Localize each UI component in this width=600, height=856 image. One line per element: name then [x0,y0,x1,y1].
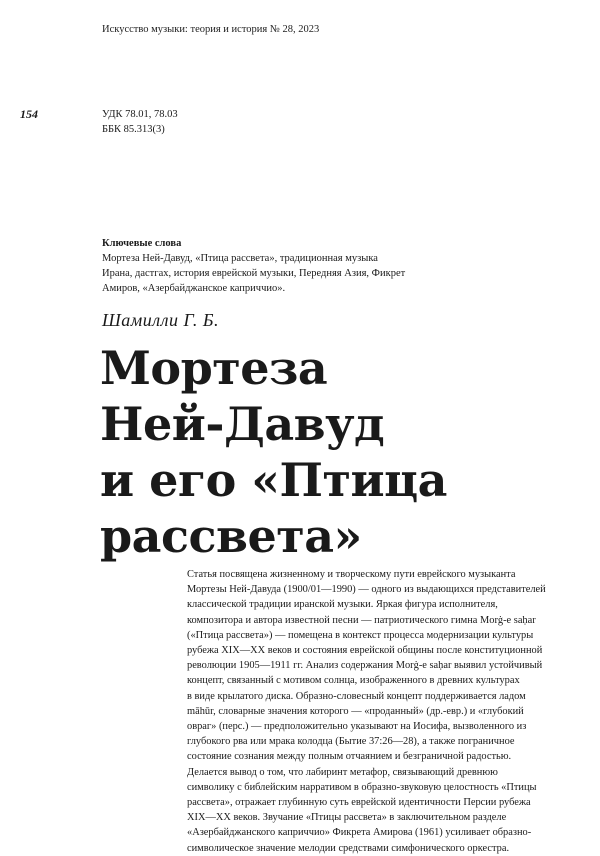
title-line: Мортеза [100,341,328,395]
title-line: Ней-Давуд [100,397,385,451]
abstract-line: овраг» (перс.) — предположительно указывают на Иосифа, вызволенного из [187,721,527,733]
abstract [187,567,567,856]
abstract-line: символику с библейским нарративом в образно-звуковую целостность «Птицы [187,781,537,793]
journal-header: Искусство музыки: теория и история № 28, 2023 [102,24,320,35]
keywords-line: Мортеза Ней-Давуд, «Птица рассвета», традиционная музыка [102,253,378,264]
keywords-block [102,236,432,296]
abstract-line: революции 1905—1911 гг. Анализ содержания Morġ-e saḥar выявил устойчивый [187,660,543,672]
title-line: рассвета» [100,509,362,563]
article-title [100,340,540,564]
udk-code: УДК 78.01, 78.03 [102,109,178,120]
abstract-line: композитора и автора известной песни — патриотического гимна Morġ-e saḥar [187,614,536,626]
title-line: и его «Птица [100,453,447,507]
keywords-line: Ирана, дастгах, история еврейской музыки, Передняя Азия, Фикрет [102,268,406,279]
abstract-line: в виде крылатого диска. Образно-словесный концепт поддерживается ладом [187,690,526,702]
keywords-heading: Ключевые слова [102,238,182,249]
abstract-line: XIX—XX веков. Звучание «Птицы рассвета» в заключительном разделе [187,812,507,824]
abstract-line: состояние сознания между полным отчаянием и безграничной радостью. [187,751,512,763]
abstract-line: Мортезы Ней-Давуда (1900/01—1990) — одного из выдающихся представителей [187,584,546,596]
author-name: Шамилли Г. Б. [102,310,219,330]
abstract-line: символическое значение мелодии средствами симфонического оркестра. [187,842,510,854]
abstract-line: («Птица рассвета») — помещена в контекст процесса модернизации культуры [187,629,534,641]
abstract-line: концепт, связанный с мотивом солнца, изображенного в древних культурах [187,675,520,687]
bbk-code: ББК 85.313(3) [102,124,165,135]
abstract-line: māhūr, словарные значения которого — «проданный» (др.-евр.) и «глубокий [187,705,524,717]
keywords-line: Амиров, «Азербайджанское каприччио». [102,283,286,294]
abstract-line: «Азербайджанского каприччио» Фикрета Амирова (1961) усиливает образно- [187,827,532,839]
abstract-line: глубокого рва или мрака колодца (Бытие 37:26—28), а также пограничное [187,736,515,748]
classification-codes [102,107,178,137]
abstract-line: рубежа XIX—XX веков и состояния еврейской общины после конституционной [187,645,543,657]
abstract-line: Делается вывод о том, что лабиринт метафор, связывающий древнюю [187,766,498,778]
abstract-line: рассвета», отражает глубинную суть еврейской идентичности Персии рубежа [187,797,531,809]
page-number: 154 [20,107,38,121]
abstract-line: Статья посвящена жизненному и творческому пути еврейского музыканта [187,569,516,580]
abstract-line: классической традиции иранской музыки. Яркая фигура исполнителя, [187,599,498,611]
